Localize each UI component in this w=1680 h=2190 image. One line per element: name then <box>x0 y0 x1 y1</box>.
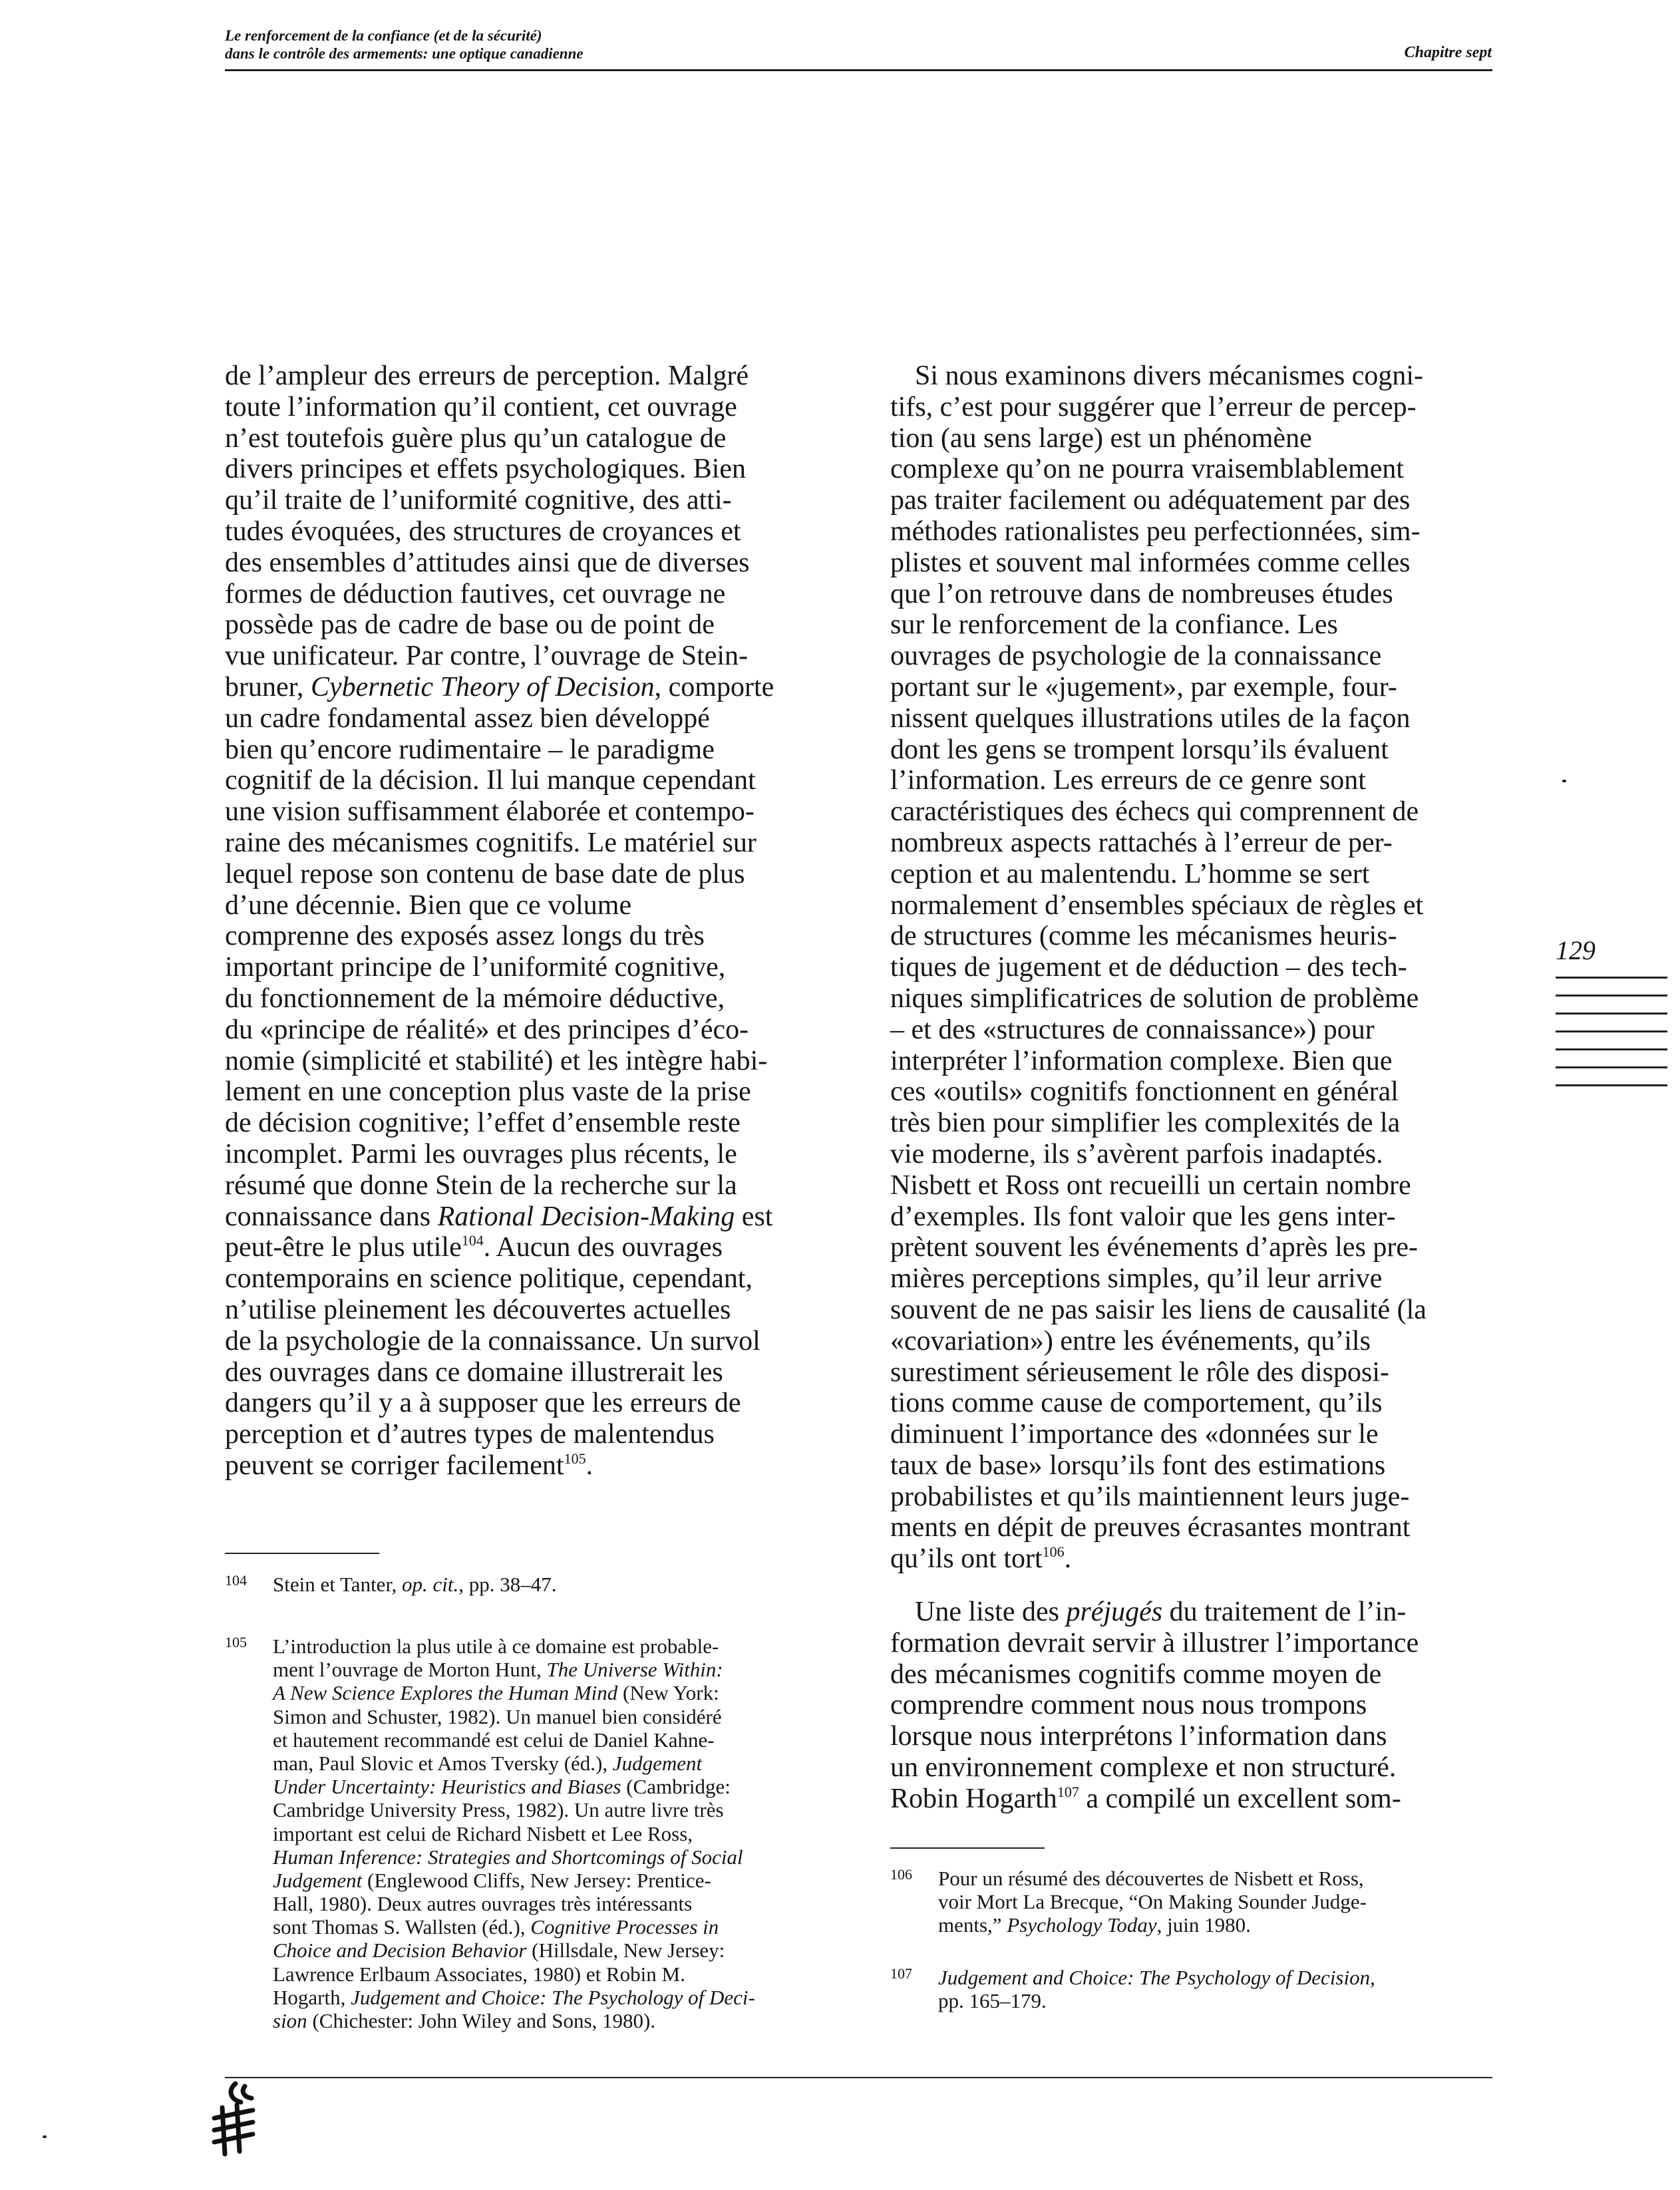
text-run: du traitement de l’in- <box>1162 1597 1407 1628</box>
text-line: Nisbett et Ross ont recueilli un certain nombre <box>890 1170 1411 1201</box>
text-line: lorsque nous interprétons l’information dans <box>890 1721 1387 1752</box>
text-line: taux de base» lorsqu’ils font des estimations <box>890 1450 1386 1481</box>
text-line: incomplet. Parmi les ouvrages plus récents, le <box>225 1138 737 1170</box>
text-line: bien qu’encore rudimentaire – le paradigme <box>225 734 715 765</box>
text-line: tifs, c’est pour suggérer que l’erreur de percep- <box>890 391 1417 422</box>
bottom-rule <box>225 2077 1492 2078</box>
text-line: nombreux aspects rattachés à l’erreur de per- <box>890 827 1393 858</box>
text-line: – et des «structures de connaissance») pour <box>890 1014 1375 1045</box>
footnote-body <box>273 1573 557 1596</box>
book-title: Cybernetic Theory of Decision <box>310 671 655 703</box>
text-line: un environnement complexe et non structuré. <box>890 1752 1397 1784</box>
footnote-ref[interactable]: 106 <box>1042 1543 1065 1561</box>
header-rule <box>225 69 1492 71</box>
text-line: que l’on retrouve dans de nombreuses études <box>890 578 1393 609</box>
right-column <box>890 361 1476 1815</box>
text-line: interpréter l’information complexe. Bien que <box>890 1045 1393 1076</box>
book-title: Choice and Decision Behavior <box>273 1939 527 1962</box>
book-title: Judgement and Choice: The Psychology of Decision, <box>938 1966 1375 1989</box>
text-line: divers principes et effets psychologiques. Bien <box>225 454 747 485</box>
footnote-rule <box>890 1847 1045 1849</box>
footnote-number: 107 <box>890 1965 912 1982</box>
text-line: tiques de jugement et de déduction – des tech- <box>890 952 1407 983</box>
footnote-line: pp. 165–179. <box>938 1989 1047 2013</box>
text-line: ception et au malentendu. L’homme se sert <box>890 858 1370 889</box>
text-line: tion (au sens large) est un phénomène <box>890 422 1312 454</box>
text-line: contemporains en science politique, cependant, <box>225 1263 753 1295</box>
book-title: sion <box>273 2009 307 2032</box>
chapter-label: Chapitre sept <box>1404 44 1492 61</box>
text-line: surestiment sérieusement le rôle des disposi- <box>890 1356 1389 1388</box>
text-line: de la psychologie de la connaissance. Un survol <box>225 1325 760 1356</box>
text-line: tions comme cause de comportement, qu’ils <box>890 1388 1383 1419</box>
text-run: ments,” <box>938 1913 1007 1937</box>
text-line: cognitif de la décision. Il lui manque cependant <box>225 765 756 796</box>
text-line: complexe qu’on ne pourra vraisemblablement <box>890 454 1405 485</box>
footnote-line <box>273 1845 755 1869</box>
footnote-line <box>273 1752 755 1775</box>
footnote-line: L’introduction la plus utile à ce domaine est probable- <box>273 1635 719 1658</box>
text-line: ouvrages de psychologie de la connaissance <box>890 641 1382 672</box>
footnote-line: Hall, 1980). Deux autres ouvrages très intéressants <box>273 1892 693 1916</box>
footnote-line: Simon and Schuster, 1982). Un manuel bien considéré <box>273 1704 722 1728</box>
footnote-line: voir Mort La Brecque, “On Making Sounder Judge- <box>938 1890 1367 1914</box>
margin-rule <box>1556 1030 1667 1032</box>
text-run: est <box>735 1201 773 1232</box>
text-line: raine des mécanismes cognitifs. Le matériel sur <box>225 827 756 858</box>
book-title: Judgement <box>273 1868 363 1892</box>
footnote-line <box>273 1915 755 1939</box>
book-title: A New Science Explores the Human Mind <box>273 1681 618 1705</box>
text-line: du fonctionnement de la mémoire déductive, <box>225 983 725 1014</box>
text-line: toute l’information qu’il contient, cet ouvrage <box>225 391 737 422</box>
running-header-line-2: dans le contrôle des armements: une optique canadienne <box>225 45 584 62</box>
book-title: Judgement and Choice: The Psychology of Deci- <box>351 1985 755 2009</box>
margin-rules <box>1556 977 1667 1102</box>
text-run: , juin 1980. <box>1156 1913 1251 1937</box>
margin-rule <box>1556 1013 1667 1015</box>
text-line: des ouvrages dans ce domaine illustrerait les <box>225 1356 723 1388</box>
footnote-line <box>273 1681 755 1704</box>
text-line: possède pas de cadre de base ou de point de <box>225 609 715 641</box>
text-line: des ensembles d’attitudes ainsi que de diverses <box>225 547 750 578</box>
text-run: (Cambridge: <box>621 1775 731 1799</box>
margin-rule <box>1556 1048 1667 1050</box>
text-line: Si nous examinons divers mécanismes cogni- <box>915 361 1424 391</box>
footnote-line <box>273 1573 557 1596</box>
emphasis: op. cit. <box>402 1573 459 1596</box>
text-line: ments en dépit de preuves écrasantes montrant <box>890 1512 1411 1543</box>
text-line: résumé que donne Stein de la recherche sur la <box>225 1170 737 1201</box>
book-title: Under Uncertainty: Heuristics and Biases <box>273 1775 621 1799</box>
page-number: 129 <box>1556 935 1596 965</box>
text-line: vie moderne, ils s’avèrent parfois inadaptés. <box>890 1138 1383 1170</box>
text-line: portant sur le «jugement», par exemple, four- <box>890 671 1397 703</box>
text-line <box>890 1784 1476 1815</box>
footnote-line <box>273 1869 755 1892</box>
text-run: . Aucun des ouvrages <box>483 1232 723 1263</box>
text-line: perception et d’autres types de malentendus <box>225 1419 715 1450</box>
text-run: Hogarth, <box>273 1985 351 2009</box>
text-line <box>225 1201 844 1233</box>
footnote-line <box>938 1913 1367 1937</box>
footnote-ref[interactable]: 107 <box>1057 1783 1079 1800</box>
text-line: dangers qu’il y a à supposer que les erreurs de <box>225 1388 741 1419</box>
margin-rule <box>1556 995 1667 997</box>
text-line: formation devrait servir à illustrer l’importance <box>890 1627 1419 1658</box>
text-line: d’exemples. Ils font valoir que les gens inter- <box>890 1201 1396 1232</box>
publisher-logo-icon <box>208 2077 261 2157</box>
text-line: lequel repose son contenu de base date de plus <box>225 858 745 889</box>
text-line: normalement d’ensembles spéciaux de règles et <box>890 889 1424 921</box>
margin-rule <box>1556 1084 1667 1086</box>
book-title: Cognitive Processes in <box>530 1915 719 1939</box>
text-line: qu’il traite de l’uniformité cognitive, des atti- <box>225 485 732 516</box>
footnote-line <box>273 2009 755 2032</box>
text-line: vue unificateur. Par contre, l’ouvrage de Stein- <box>225 641 749 672</box>
text-line: «covariation») entre les événements, qu’ils <box>890 1325 1371 1356</box>
footnote-body <box>273 1635 755 2032</box>
book-title: Rational Decision-Making <box>437 1201 735 1232</box>
text-line: probabilistes et qu’ils maintiennent leurs juge- <box>890 1481 1410 1512</box>
text-run: Une liste des <box>915 1597 1067 1628</box>
footnote-line <box>938 1966 1375 1989</box>
text-run: a compilé un excellent som- <box>1079 1783 1401 1814</box>
text-line: sur le renforcement de la confiance. Les <box>890 609 1338 641</box>
text-line: pas traiter facilement ou adéquatement par des <box>890 485 1411 516</box>
scan-speck <box>43 2135 47 2138</box>
text-run: connaissance dans <box>225 1201 438 1232</box>
margin-rule <box>1556 1066 1667 1068</box>
text-line: ces «outils» cognitifs fonctionnent en général <box>890 1076 1399 1108</box>
text-line: lement en une conception plus vaste de la prise <box>225 1076 751 1108</box>
footnote-body <box>938 1867 1367 1937</box>
text-run: , comporte <box>654 671 774 703</box>
text-line: formes de déduction fautives, cet ouvrage ne <box>225 578 726 609</box>
text-line: plistes et souvent mal informées comme celles <box>890 547 1411 578</box>
text-line: méthodes rationalistes peu perfectionnées, sim- <box>890 516 1421 547</box>
footnote-line <box>273 1775 755 1798</box>
text-line <box>225 672 844 703</box>
text-line: du «principe de réalité» et des principes d’éco- <box>225 1014 749 1045</box>
text-line: un cadre fondamental assez bien développé <box>225 703 710 734</box>
footnote-ref[interactable]: 104 <box>461 1232 484 1249</box>
text-line: très bien pour simplifier les complexités de la <box>890 1108 1401 1139</box>
footnote-line <box>273 1939 755 1962</box>
text-line: n’est toutefois guère plus qu’un catalogue de <box>225 422 727 454</box>
text-line: comprenne des exposés assez longs du très <box>225 921 705 952</box>
footnote-line: Pour un résumé des découvertes de Nisbett et Ross, <box>938 1867 1364 1890</box>
text-line: des mécanismes cognitifs comme moyen de <box>890 1658 1382 1690</box>
text-run: (Englewood Cliffs, New Jersey: Prentice- <box>362 1868 711 1892</box>
text-line: tudes évoquées, des structures de croyances et <box>225 516 741 547</box>
text-line: l’information. Les erreurs de ce genre sont <box>890 765 1366 796</box>
text-line <box>225 1450 844 1482</box>
running-header <box>225 27 1023 63</box>
text-line: n’utilise pleinement les découvertes actuelles <box>225 1294 731 1325</box>
text-line: comprendre comment nous nous trompons <box>890 1690 1367 1721</box>
footnote-line: Cambridge University Press, 1982). Un autre livre très <box>273 1798 724 1822</box>
text-run: Stein et Tanter, <box>273 1573 403 1596</box>
text-run: peut-être le plus utile <box>225 1232 462 1263</box>
footnote-line: important est celui de Richard Nisbett et Lee Ross, <box>273 1821 693 1845</box>
footnote-number: 105 <box>225 1634 247 1650</box>
text-run: (Hillsdale, New Jersey: <box>526 1939 725 1962</box>
book-title: Psychology Today <box>1007 1913 1157 1937</box>
footnote-rule <box>225 1553 379 1554</box>
text-line: nomie (simplicité et stabilité) et les intègre habi- <box>225 1045 768 1076</box>
footnote-line: Lawrence Erlbaum Associates, 1980) et Robin M. <box>273 1962 685 1986</box>
emphasis: préjugés <box>1066 1597 1163 1628</box>
text-run: (New York: <box>617 1681 719 1705</box>
book-title: Judgement <box>612 1751 703 1775</box>
text-line: de décision cognitive; l’effet d’ensemble reste <box>225 1108 741 1139</box>
text-line: de structures (comme les mécanismes heuris- <box>890 921 1397 952</box>
footnote-line <box>273 1658 755 1681</box>
scan-speck <box>1562 780 1566 782</box>
text-line: souvent de ne pas saisir les liens de causalité (la <box>890 1294 1427 1325</box>
text-run: Robin Hogarth <box>890 1783 1057 1814</box>
text-run: ment l’ouvrage de Morton Hunt, <box>273 1658 547 1682</box>
text-line <box>225 1232 844 1263</box>
book-title: The Universe Within: <box>546 1658 723 1682</box>
text-line: prètent souvent les événements d’après les pre- <box>890 1232 1419 1263</box>
text-line: de l’ampleur des erreurs de perception. Malgré <box>225 361 749 391</box>
text-line <box>890 1543 1476 1575</box>
running-header-line-1: Le renforcement de la confiance (et de la sécurité) <box>225 27 542 44</box>
footnote-ref[interactable]: 105 <box>564 1450 586 1467</box>
left-column <box>225 361 844 1482</box>
text-line: une vision suffisamment élaborée et contempo- <box>225 796 755 828</box>
text-line: niques simplificatrices de solution de problème <box>890 983 1419 1014</box>
book-title: Human Inference: Strategies and Shortcomings of Social <box>273 1845 743 1869</box>
text-run: qu’ils ont tort <box>890 1543 1043 1575</box>
footnote-line: et hautement recommandé est celui de Daniel Kahne- <box>273 1728 715 1752</box>
text-line: mières perceptions simples, qu’il leur arrive <box>890 1263 1383 1295</box>
text-line: nissent quelques illustrations utiles de la façon <box>890 703 1411 734</box>
text-line: dont les gens se trompent lorsqu’ils évaluent <box>890 734 1389 765</box>
text-run: . <box>586 1450 593 1481</box>
text-line: diminuent l’importance des «données sur le <box>890 1419 1379 1450</box>
text-run: , pp. 38–47. <box>458 1573 557 1596</box>
text-run: man, Paul Slovic et Amos Tversky (éd.), <box>273 1751 613 1775</box>
footnote-body <box>938 1966 1375 2012</box>
text-run: . <box>1064 1543 1072 1575</box>
text-run: sont Thomas S. Wallsten (éd.), <box>273 1915 531 1939</box>
text-line <box>890 1597 1476 1628</box>
text-line: d’une décennie. Bien que ce volume <box>225 889 632 921</box>
footnote-number: 106 <box>890 1866 912 1883</box>
text-run: (Chichester: John Wiley and Sons, 1980). <box>307 2009 656 2032</box>
text-run: bruner, <box>225 671 311 703</box>
text-line: important principe de l’uniformité cognitive, <box>225 952 726 983</box>
footnote-number: 104 <box>225 1572 247 1589</box>
margin-rule <box>1556 977 1667 979</box>
paragraph-gap <box>890 1575 1476 1597</box>
footnote-line <box>273 1986 755 2009</box>
text-run: peuvent se corriger facilement <box>225 1450 564 1481</box>
text-line: caractéristiques des échecs qui comprennent de <box>890 796 1419 828</box>
